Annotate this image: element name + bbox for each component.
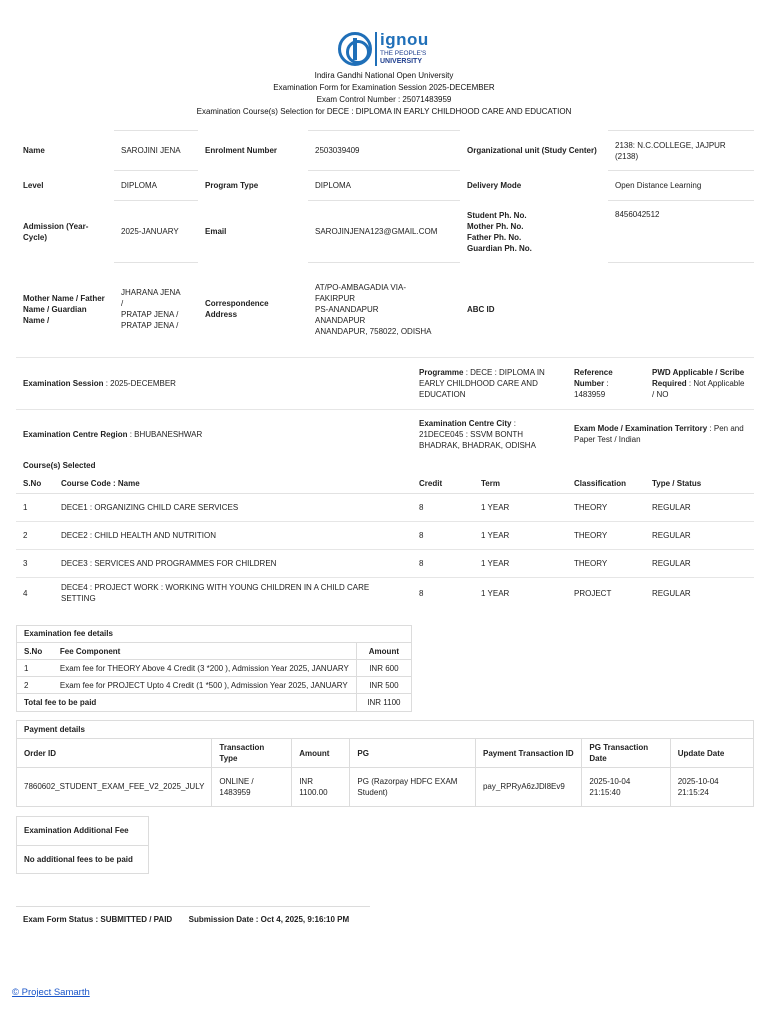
col-credit: Credit bbox=[412, 474, 474, 494]
logo-divider bbox=[375, 32, 377, 66]
address-line: AT/PO-AMBAGADIA VIA- bbox=[315, 282, 406, 292]
admission-value: 2025-JANUARY bbox=[114, 201, 198, 263]
cell: 1 YEAR bbox=[474, 522, 567, 550]
submission-date: Submission Date : Oct 4, 2025, 9:16:10 PM bbox=[188, 915, 350, 924]
mother-name: JHARANA JENA bbox=[121, 288, 181, 298]
address-label: Correspondence Address bbox=[205, 299, 269, 319]
parent-name-label: Mother Name / Father Name / Guardian Name / bbox=[23, 293, 105, 325]
cell: DECE2 : CHILD HEALTH AND NUTRITION bbox=[54, 522, 412, 550]
cell: REGULAR bbox=[645, 550, 754, 578]
project-samarth-link[interactable]: © Project Samarth bbox=[12, 987, 90, 998]
table-row bbox=[17, 768, 753, 806]
program-type-value: DIPLOMA bbox=[308, 171, 460, 201]
pay-col-amount: Amount bbox=[292, 739, 350, 768]
address-line: PS-ANANDAPUR bbox=[315, 304, 379, 314]
payment-gateway: PG (Razorpay HDFC EXAM Student) bbox=[350, 768, 476, 806]
pay-col-order-id: Order ID bbox=[17, 739, 212, 768]
table-row bbox=[16, 578, 754, 609]
reference-number: Reference Number : 1483959 bbox=[574, 367, 613, 399]
cell: 1 YEAR bbox=[481, 588, 510, 598]
table-row bbox=[16, 522, 754, 550]
payment-details bbox=[16, 720, 754, 807]
form-status bbox=[16, 906, 370, 932]
parent-separator: / bbox=[121, 299, 124, 309]
payment-details-title: Payment details bbox=[24, 725, 85, 734]
additional-fee bbox=[16, 816, 149, 874]
address-line: FAKIRPUR bbox=[315, 293, 356, 303]
fee-details bbox=[16, 625, 412, 712]
cell: INR 600 bbox=[356, 660, 411, 677]
name-value: SAROJINI JENA bbox=[114, 131, 198, 171]
courses-table bbox=[16, 474, 754, 608]
fee-header-row bbox=[17, 643, 411, 660]
mother-phone-label: Mother Ph. No. bbox=[467, 221, 524, 231]
admission-label: Admission (Year-Cycle) bbox=[23, 221, 89, 242]
col-sno: S.No bbox=[16, 474, 54, 494]
exam-mode: Exam Mode / Examination Territory : Pen and Paper Test / Indian bbox=[574, 424, 744, 445]
cell: 3 bbox=[16, 550, 54, 578]
fee-col-amount: Amount bbox=[356, 643, 411, 660]
student-phone-label: Student Ph. No. bbox=[467, 210, 527, 220]
email-label: Email bbox=[205, 227, 227, 236]
programme: Programme : DECE : DIPLOMA IN EARLY CHILDHOOD CARE AND EDUCATION bbox=[419, 367, 545, 399]
payment-header-row bbox=[17, 739, 753, 768]
pay-col-update-date: Update Date bbox=[670, 739, 753, 768]
table-row bbox=[17, 660, 411, 677]
org-unit-value: 2138: N.C.COLLEGE, JAJPUR (2138) bbox=[608, 131, 754, 171]
cell: THEORY bbox=[567, 522, 645, 550]
fee-details-title: Examination fee details bbox=[24, 629, 113, 638]
pay-col-pg: PG bbox=[350, 739, 476, 768]
courses-title: Course(s) Selected bbox=[23, 461, 96, 470]
address-value bbox=[308, 263, 460, 356]
cell: Exam fee for PROJECT Upto 4 Credit (1 *500 ), Admission Year 2025, JANUARY bbox=[53, 677, 356, 694]
address-line: ANANDAPUR, 758022, ODISHA bbox=[315, 326, 432, 336]
fee-total-label: Total fee to be paid bbox=[17, 694, 356, 711]
father-name: PRATAP JENA / bbox=[121, 310, 179, 320]
email-value: SAROJINJENA123@GMAIL.COM bbox=[308, 201, 460, 263]
table-row bbox=[16, 494, 754, 522]
table-row bbox=[16, 550, 754, 578]
pay-col-type: Transaction Type bbox=[212, 739, 292, 768]
abc-id-label: ABC ID bbox=[467, 304, 495, 314]
cell: DECE4 : PROJECT WORK : WORKING WITH YOUNG CHILDREN IN A CHILD CARE SETTING bbox=[61, 583, 370, 603]
name-label: Name bbox=[23, 146, 45, 155]
enrolment-value: 2503039409 bbox=[308, 131, 460, 171]
phone-labels bbox=[460, 201, 608, 263]
pay-col-pg-date: PG Transaction Date bbox=[582, 739, 670, 768]
exam-form-status: Exam Form Status : SUBMITTED / PAID bbox=[23, 915, 173, 924]
cell: 8 bbox=[412, 550, 474, 578]
father-phone-label: Father Ph. No. bbox=[467, 232, 522, 242]
col-type-status: Type / Status bbox=[645, 474, 754, 494]
address-line: ANANDAPUR bbox=[315, 315, 366, 325]
parent-name-value bbox=[114, 263, 198, 356]
col-course: Course Code : Name bbox=[54, 474, 412, 494]
cell: Exam fee for THEORY Above 4 Credit (3 *200 ), Admission Year 2025, JANUARY bbox=[53, 660, 356, 677]
fee-col-component: Fee Component bbox=[53, 643, 356, 660]
cell: 1 YEAR bbox=[474, 494, 567, 522]
cell: 4 bbox=[23, 588, 28, 598]
university-name: Indira Gandhi National Open University bbox=[314, 71, 454, 80]
cell: 1 YEAR bbox=[474, 550, 567, 578]
level-label: Level bbox=[23, 181, 44, 190]
ignou-logo bbox=[338, 30, 438, 70]
additional-fee-text: No additional fees to be paid bbox=[17, 845, 148, 873]
logo-tagline: THE PEOPLE'S bbox=[380, 50, 427, 57]
program-type-label: Program Type bbox=[205, 181, 259, 190]
update-date: 2025-10-04 21:15:24 bbox=[670, 768, 753, 806]
session-info bbox=[16, 357, 754, 459]
cell: 8 bbox=[419, 588, 424, 598]
cell: DECE3 : SERVICES AND PROGRAMMES FOR CHILDREN bbox=[54, 550, 412, 578]
cell: 1 bbox=[16, 494, 54, 522]
col-term: Term bbox=[474, 474, 567, 494]
fee-total-amount: INR 1100 bbox=[356, 694, 411, 711]
transaction-type: ONLINE / 1483959 bbox=[212, 768, 292, 806]
cell: 2 bbox=[16, 522, 54, 550]
level-value: DIPLOMA bbox=[114, 171, 198, 201]
col-classification: Classification bbox=[567, 474, 645, 494]
cell: 2 bbox=[17, 677, 53, 694]
abc-id-value bbox=[608, 263, 754, 356]
pay-col-txn-id: Payment Transaction ID bbox=[475, 739, 581, 768]
additional-fee-title: Examination Additional Fee bbox=[24, 826, 129, 835]
exam-centre-region: Examination Centre Region : BHUBANESHWAR bbox=[23, 429, 203, 439]
student-info-table bbox=[16, 130, 754, 356]
pwd-scribe: PWD Applicable / Scribe Required : Not Applicable / NO bbox=[652, 367, 745, 399]
payment-amount: INR 1100.00 bbox=[292, 768, 350, 806]
guardian-name: PRATAP JENA / bbox=[121, 321, 179, 331]
ignou-emblem-icon bbox=[338, 32, 372, 66]
cell: REGULAR bbox=[652, 588, 691, 598]
cell: REGULAR bbox=[645, 494, 754, 522]
cell: REGULAR bbox=[645, 522, 754, 550]
org-unit-label: Organizational unit (Study Center) bbox=[467, 146, 597, 155]
cell: 1 bbox=[17, 660, 53, 677]
cell: 8 bbox=[412, 494, 474, 522]
logo-word: ignou bbox=[380, 30, 429, 49]
pg-transaction-date: 2025-10-04 21:15:40 bbox=[582, 768, 670, 806]
logo-tagline-2: UNIVERSITY bbox=[380, 58, 423, 65]
delivery-mode-value: Open Distance Learning bbox=[608, 171, 754, 201]
course-selection-title: Examination Course(s) Selection for DECE : DIPLOMA IN EARLY CHILDHOOD CARE AND EDUCATION bbox=[196, 107, 572, 116]
delivery-mode-label: Delivery Mode bbox=[467, 181, 522, 190]
payment-transaction-id: pay_RPRyA6zJDl8Ev9 bbox=[475, 768, 581, 806]
cell: THEORY bbox=[567, 550, 645, 578]
cell: 8 bbox=[412, 522, 474, 550]
cell: INR 500 bbox=[356, 677, 411, 694]
cell: THEORY bbox=[567, 494, 645, 522]
guardian-phone-label: Guardian Ph. No. bbox=[467, 243, 532, 253]
phone-value: 8456042512 bbox=[608, 201, 754, 263]
order-id: 7860602_STUDENT_EXAM_FEE_V2_2025_JULY bbox=[17, 768, 212, 806]
fee-col-sno: S.No bbox=[17, 643, 53, 660]
cell: PROJECT bbox=[574, 588, 612, 598]
courses-header-row bbox=[16, 474, 754, 494]
cell: DECE1 : ORGANIZING CHILD CARE SERVICES bbox=[54, 494, 412, 522]
table-row bbox=[17, 677, 411, 694]
exam-control-number: Exam Control Number : 25071483959 bbox=[316, 95, 452, 104]
form-title: Examination Form for Examination Session 2025-DECEMBER bbox=[273, 83, 495, 92]
exam-session: Examination Session : 2025-DECEMBER bbox=[23, 378, 176, 388]
exam-centre-city: Examination Centre City : 21DECE045 : SSVM BONTH BHADRAK, BHADRAK, ODISHA bbox=[419, 418, 536, 450]
fee-total-row bbox=[17, 694, 411, 711]
enrolment-label: Enrolment Number bbox=[205, 146, 278, 155]
